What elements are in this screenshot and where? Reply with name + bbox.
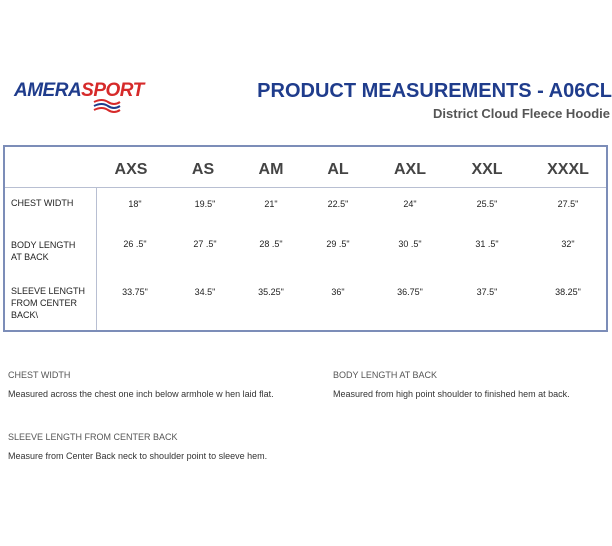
table-cell: 25.5" <box>476 199 498 209</box>
size-header-axl: AXL <box>394 161 426 178</box>
note-body-body-length: Measured from high point shoulder to finished hem at back. <box>333 389 570 399</box>
table-cell: 26 .5" <box>123 239 147 249</box>
page-title: PRODUCT MEASUREMENTS - A06CL <box>257 80 612 102</box>
table-cell: 32" <box>561 239 575 249</box>
size-header-as: AS <box>191 161 215 178</box>
measurements-table <box>3 145 608 332</box>
table-cell: 27 .5" <box>193 239 217 249</box>
note-body-chest-width: Measured across the chest one inch below armhole w hen laid flat. <box>8 389 274 399</box>
row-label-chest-width: CHEST WIDTH <box>11 198 74 208</box>
note-body-sleeve-length: Measure from Center Back neck to shoulder point to sleeve hem. <box>8 451 268 461</box>
row-label-body-length: BODY LENGTH AT BACK <box>11 240 76 262</box>
size-header-xxl: XXL <box>471 161 503 178</box>
table-cell: 36.75" <box>397 287 423 297</box>
table-cell: 37.5" <box>476 287 498 297</box>
size-header-xxxl: XXXL <box>547 161 589 178</box>
product-name: District Cloud Fleece Hoodie <box>433 106 610 121</box>
note-heading-chest-width: CHEST WIDTH <box>8 370 71 380</box>
amerasport-logo <box>14 80 164 120</box>
table-cell: 36" <box>331 287 345 297</box>
size-header-axs: AXS <box>114 161 148 178</box>
note-heading-sleeve-length: SLEEVE LENGTH FROM CENTER BACK <box>8 432 178 442</box>
table-cell: 35.25" <box>258 287 284 297</box>
table-cell: 19.5" <box>194 199 216 209</box>
label-column-divider <box>96 187 97 330</box>
table-cell: 33.75" <box>122 287 148 297</box>
note-heading-body-length: BODY LENGTH AT BACK <box>333 370 438 380</box>
table-cell: 21" <box>264 199 278 209</box>
table-cell: 29 .5" <box>326 239 350 249</box>
table-cell: 31 .5" <box>475 239 499 249</box>
flag-icon <box>92 98 122 114</box>
table-cell: 18" <box>128 199 142 209</box>
logo-wordmark: AMERASPORT <box>14 80 144 101</box>
row-label-sleeve-length: SLEEVE LENGTH FROM CENTER BACK\ <box>11 286 86 320</box>
table-cell: 24" <box>403 199 417 209</box>
table-cell: 22.5" <box>327 199 349 209</box>
table-cell: 38.25" <box>555 287 581 297</box>
table-cell: 30 .5" <box>398 239 422 249</box>
size-header-al: AL <box>327 161 349 178</box>
table-cell: 27.5" <box>557 199 579 209</box>
table-cell: 28 .5" <box>259 239 283 249</box>
size-header-am: AM <box>258 161 284 178</box>
table-cell: 34.5" <box>194 287 216 297</box>
